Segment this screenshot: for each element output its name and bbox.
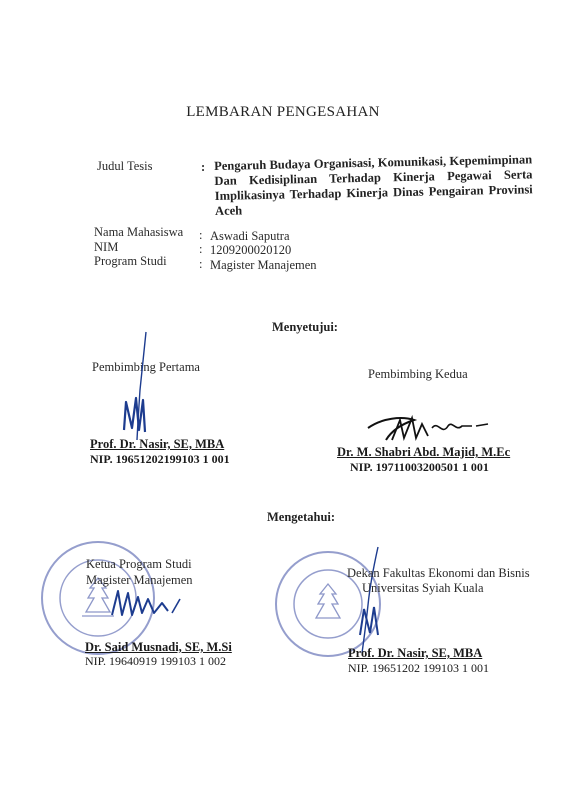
second-supervisor-nip: NIP. 19711003200501 1 001 bbox=[350, 460, 489, 474]
first-supervisor-role: Pembimbing Pertama bbox=[92, 360, 200, 374]
first-supervisor-nip: NIP. 19651202199103 1 001 bbox=[90, 452, 230, 466]
program-head-signature bbox=[108, 585, 188, 625]
first-supervisor-signature bbox=[112, 330, 162, 450]
student-name-value: Aswadi Saputra bbox=[210, 229, 290, 243]
program-head-name: Dr. Said Musnadi, SE, M.Si bbox=[85, 640, 232, 654]
nim-value: 1209200020120 bbox=[210, 243, 292, 257]
second-supervisor-role: Pembimbing Kedua bbox=[368, 367, 468, 381]
approval-heading: Menyetujui: bbox=[272, 320, 338, 334]
program-head-role-line1: Ketua Program Studi bbox=[86, 557, 192, 571]
acknowledge-heading: Mengetahui: bbox=[267, 510, 336, 524]
thesis-title-value: Pengaruh Budaya Organisasi, Komunikasi, Kepemimpinan Dan Kedisiplinan Terhadap Kinerja Pegawai Serta Implikasinya Terhadap Kinerja Dinas Pengairan Provinsi Aceh bbox=[214, 152, 533, 218]
study-program-colon: : bbox=[199, 257, 203, 271]
program-head-role-line2: Magister Manajemen bbox=[86, 573, 193, 587]
program-head-nip: NIP. 19640919 199103 1 002 bbox=[85, 654, 227, 668]
nim-label: NIM bbox=[94, 240, 119, 254]
dean-nip: NIP. 19651202 199103 1 001 bbox=[348, 661, 490, 675]
student-name-label: Nama Mahasiswa bbox=[94, 225, 184, 239]
second-supervisor-name: Dr. M. Shabri Abd. Majid, M.Ec bbox=[337, 445, 511, 459]
dean-role-line1: Dekan Fakultas Ekonomi dan Bisnis bbox=[347, 566, 530, 580]
dean-name: Prof. Dr. Nasir, SE, MBA bbox=[348, 646, 483, 660]
student-name-colon: : bbox=[199, 228, 203, 242]
nim-colon: : bbox=[199, 242, 203, 256]
second-supervisor-signature bbox=[362, 410, 502, 450]
thesis-title-label: Judul Tesis bbox=[97, 159, 153, 173]
study-program-value: Magister Manajemen bbox=[210, 258, 317, 272]
dean-signature bbox=[352, 545, 392, 655]
thesis-title-colon: : bbox=[201, 160, 206, 174]
page-title: LEMBARAN PENGESAHAN bbox=[186, 104, 380, 120]
first-supervisor-name: Prof. Dr. Nasir, SE, MBA bbox=[90, 437, 225, 451]
study-program-label: Program Studi bbox=[94, 254, 167, 268]
dean-role-line2: Universitas Syiah Kuala bbox=[362, 581, 484, 595]
